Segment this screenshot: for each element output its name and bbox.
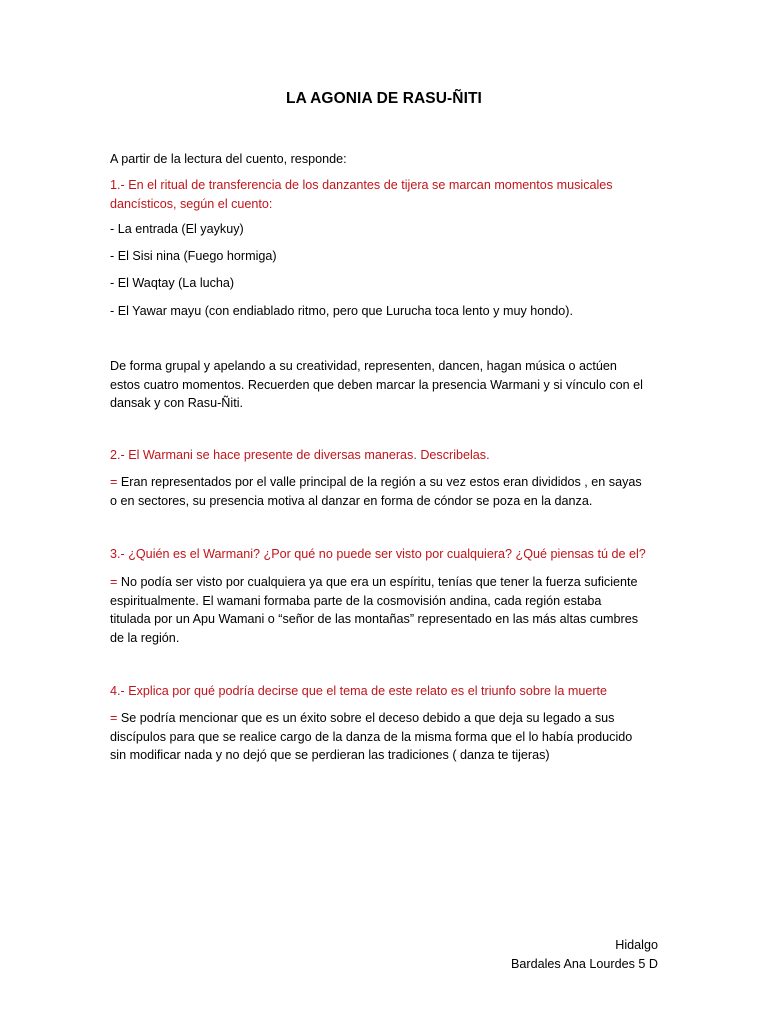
answer-3-line-2: espiritualmente. El wamani formaba parte de la cosmovisión andina, cada región estaba — [110, 593, 602, 608]
answer-3-line-3: titulada por un Apu Wamani o “señor de las montañas” representado en las más altas cumbres — [110, 612, 639, 626]
moment-item-4: - El Yawar mayu (con endiablado ritmo, pero que Lurucha toca lento y muy hondo). — [110, 304, 573, 318]
signature-line-2: Bardales Ana Lourdes 5 D — [510, 956, 658, 971]
answer-2-line-1: = Eran representados por el valle principal de la región a su vez estos eran divididos , en sayas — [110, 475, 642, 489]
question-1-line-1: 1.- En el ritual de transferencia de los danzantes de tijera se marcan momentos musicales — [110, 178, 613, 192]
question-2: 2.- El Warmani se hace presente de diversas maneras. Describelas. — [110, 448, 490, 462]
moment-item-1: - La entrada (El yaykuy) — [110, 222, 244, 236]
signature-block — [511, 936, 658, 973]
answer-4-line-1: = Se podría mencionar que es un éxito sobre el deceso debido a que deja su legado a sus — [110, 711, 615, 725]
paragraph-line-3: dansak y con Rasu-Ñiti. — [110, 396, 243, 410]
question-4: 4.- Explica por qué podría decirse que el tema de este relato es el triunfo sobre la muerte — [110, 684, 608, 698]
answer-2 — [110, 473, 670, 510]
answer-3-line-1: = No podía ser visto por cualquiera ya que era un espíritu, tenías que tener la fuerza suficiente — [110, 575, 638, 589]
answer-marker: = — [110, 711, 118, 725]
question-1-line-2: dancísticos, según el cuento: — [110, 196, 273, 211]
document-title: LA AGONIA DE RASU-ÑITI — [286, 90, 482, 107]
paragraph-line-1: De forma grupal y apelando a su creatividad, representen, dancen, hagan música o actúen — [110, 359, 617, 373]
answer-marker: = — [110, 475, 118, 489]
instructions-paragraph — [110, 357, 670, 413]
answer-4-line-2: discípulos para que se realice cargo de la danza de la misma forma que el lo había producido — [110, 729, 633, 744]
moment-item-2: - El Sisi nina (Fuego hormiga) — [110, 249, 277, 263]
paragraph-line-2: estos cuatro momentos. Recuerden que deben marcar la presencia Warmani y si vínculo con el — [110, 377, 643, 392]
question-1 — [110, 176, 670, 213]
answer-3 — [110, 573, 670, 647]
answer-2-line-2: o en sectores, su presencia motiva al danzar en forma de cóndor se poza en la danza. — [110, 493, 593, 508]
answer-3-line-4: de la región. — [110, 630, 180, 645]
signature-line-1: Hidalgo — [615, 938, 658, 952]
moment-item-3: - El Waqtay (La lucha) — [110, 276, 235, 290]
answer-marker: = — [110, 575, 118, 589]
intro-text: A partir de la lectura del cuento, responde: — [110, 152, 347, 166]
question-3: 3.- ¿Quién es el Warmani? ¿Por qué no puede ser visto por cualquiera? ¿Qué piensas tú de el? — [110, 547, 646, 561]
answer-4-line-3: sin modificar nada y no dejó que se perdieran las tradiciones ( danza te tijeras) — [110, 748, 550, 762]
answer-4 — [110, 709, 670, 765]
